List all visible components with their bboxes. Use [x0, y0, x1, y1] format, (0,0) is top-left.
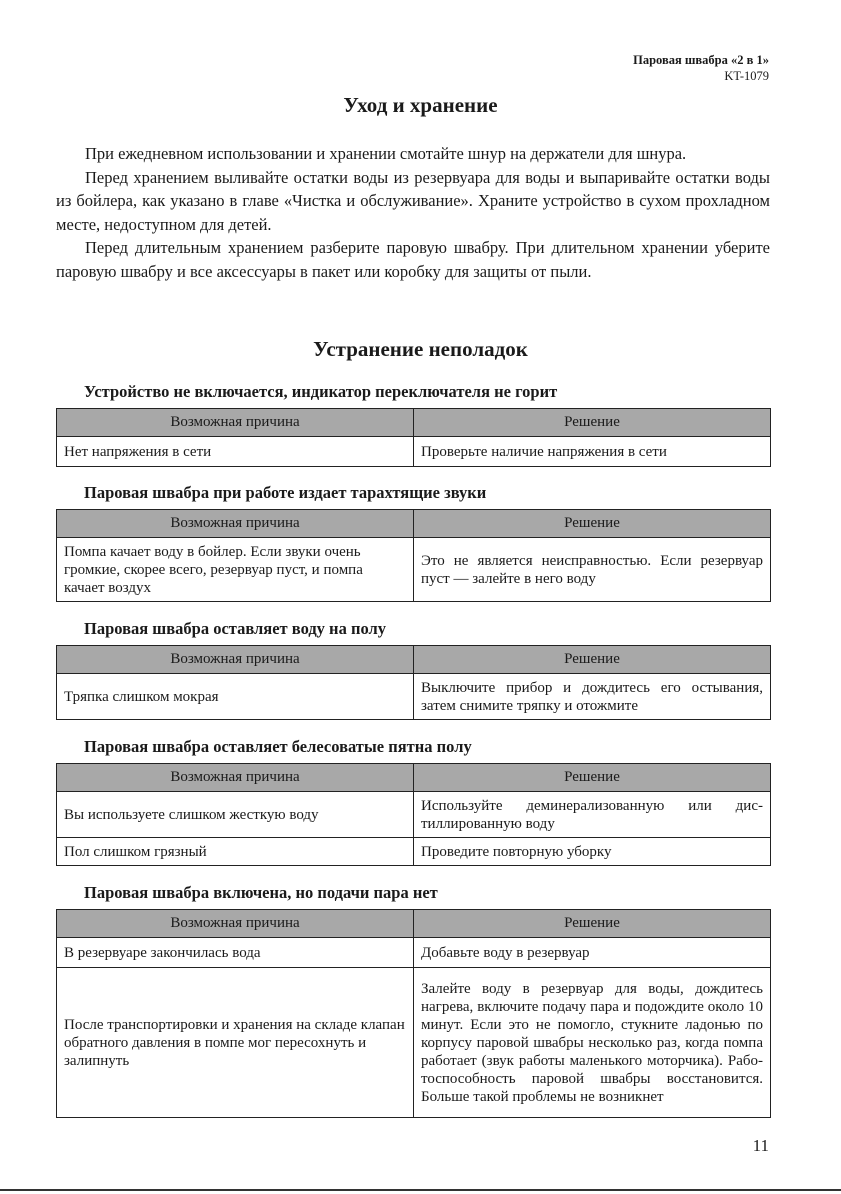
troubleshooting-table	[56, 763, 771, 866]
problem-title: Паровая швабра при работе издает тарахтящие звуки	[84, 483, 487, 502]
care-paragraph: Перед хранением выливайте остатки воды из резервуара для воды и выпаривайте остатки воды из бойлера, как указано в главе «Чистка и обслуживание». Храните устройство в сухом прохладном месте, недоступном для детей.	[56, 167, 770, 234]
table-row	[57, 437, 771, 467]
problem-title: Устройство не включается, индикатор переключателя не горит	[84, 382, 558, 401]
troubleshooting-table	[56, 909, 771, 1118]
column-header-solution: Решение	[414, 764, 771, 792]
column-header-solution: Решение	[414, 409, 771, 437]
cause-cell: После транспортировки и хранения на складе клапан обратного давления в помпе мог пересохнуть и залипнуть	[57, 968, 414, 1118]
troubleshooting-table	[56, 408, 771, 467]
solution-cell: Выключите прибор и дождитесь его остывания, затем снимите тряпку и отожмите	[414, 674, 771, 720]
table-header-row	[57, 910, 771, 938]
table-header-row	[57, 764, 771, 792]
cause-cell: Пол слишком грязный	[57, 838, 414, 866]
table-row	[57, 838, 771, 866]
cause-cell: В резервуаре закончилась вода	[57, 938, 414, 968]
solution-cell: Залейте воду в резервуар для воды, дождитесь нагрева, включите подачу пара и подождите около 10 минут. Если это не помогло, стукните ладонью по корпусу паровой швабры несколько раз, когда помпа работает (звук работы маленького моторчика). Работоспособность паровой швабры восстановится. Больше такой проблемы не возникнет	[414, 968, 771, 1118]
table-row	[57, 538, 771, 602]
table-row	[57, 674, 771, 720]
column-header-cause: Возможная причина	[57, 764, 414, 792]
problem-title: Паровая швабра включена, но подачи пара нет	[84, 883, 438, 902]
solution-cell: Используйте деминерализованную или дистиллированную воду	[414, 792, 771, 838]
cause-cell: Помпа качает воду в бойлер. Если звуки очень громкие, скорее всего, резервуар пуст, и помпа качает воздух	[57, 538, 414, 602]
table-header-row	[57, 409, 771, 437]
cause-cell: Нет напряжения в сети	[57, 437, 414, 467]
solution-cell: Проведите повторную уборку	[414, 838, 771, 866]
solution-cell: Добавьте воду в резервуар	[414, 938, 771, 968]
cause-cell: Вы используете слишком жесткую воду	[57, 792, 414, 838]
troubleshooting-table	[56, 645, 771, 720]
header-model-number: KT-1079	[724, 69, 769, 83]
table-header-row	[57, 510, 771, 538]
troubleshooting-section-title: Устранение неполадок	[313, 337, 528, 361]
table-header-row	[57, 646, 771, 674]
column-header-cause: Возможная причина	[57, 510, 414, 538]
column-header-solution: Решение	[414, 646, 771, 674]
column-header-cause: Возможная причина	[57, 910, 414, 938]
care-section-title: Уход и хранение	[343, 93, 498, 117]
column-header-solution: Решение	[414, 910, 771, 938]
troubleshooting-table	[56, 509, 771, 602]
problem-title: Паровая швабра оставляет белесоватые пятна полу	[84, 737, 472, 756]
page-header	[633, 52, 769, 84]
cause-cell: Тряпка слишком мокрая	[57, 674, 414, 720]
column-header-cause: Возможная причина	[57, 646, 414, 674]
column-header-solution: Решение	[414, 510, 771, 538]
problem-title: Паровая швабра оставляет воду на полу	[84, 619, 386, 638]
column-header-cause: Возможная причина	[57, 409, 414, 437]
table-row	[57, 938, 771, 968]
header-product-name: Паровая швабра «2 в 1»	[633, 53, 769, 67]
page-number: 11	[752, 1136, 769, 1155]
care-paragraph: Перед длительным хранением разберите паровую швабру. При длительном хранении уберите паровую швабру и все аксессуары в пакет или коробку для защиты от пыли.	[56, 238, 770, 281]
table-row	[57, 792, 771, 838]
care-paragraph: При ежедневном использовании и хранении смотайте шнур на держатели для шнура.	[85, 144, 687, 163]
care-text	[56, 142, 770, 283]
bottom-divider	[0, 1189, 841, 1191]
solution-cell: Проверьте наличие напряжения в сети	[414, 437, 771, 467]
table-row	[57, 968, 771, 1118]
solution-cell: Это не является неисправностью. Если резервуар пуст — залейте в него воду	[414, 538, 771, 602]
